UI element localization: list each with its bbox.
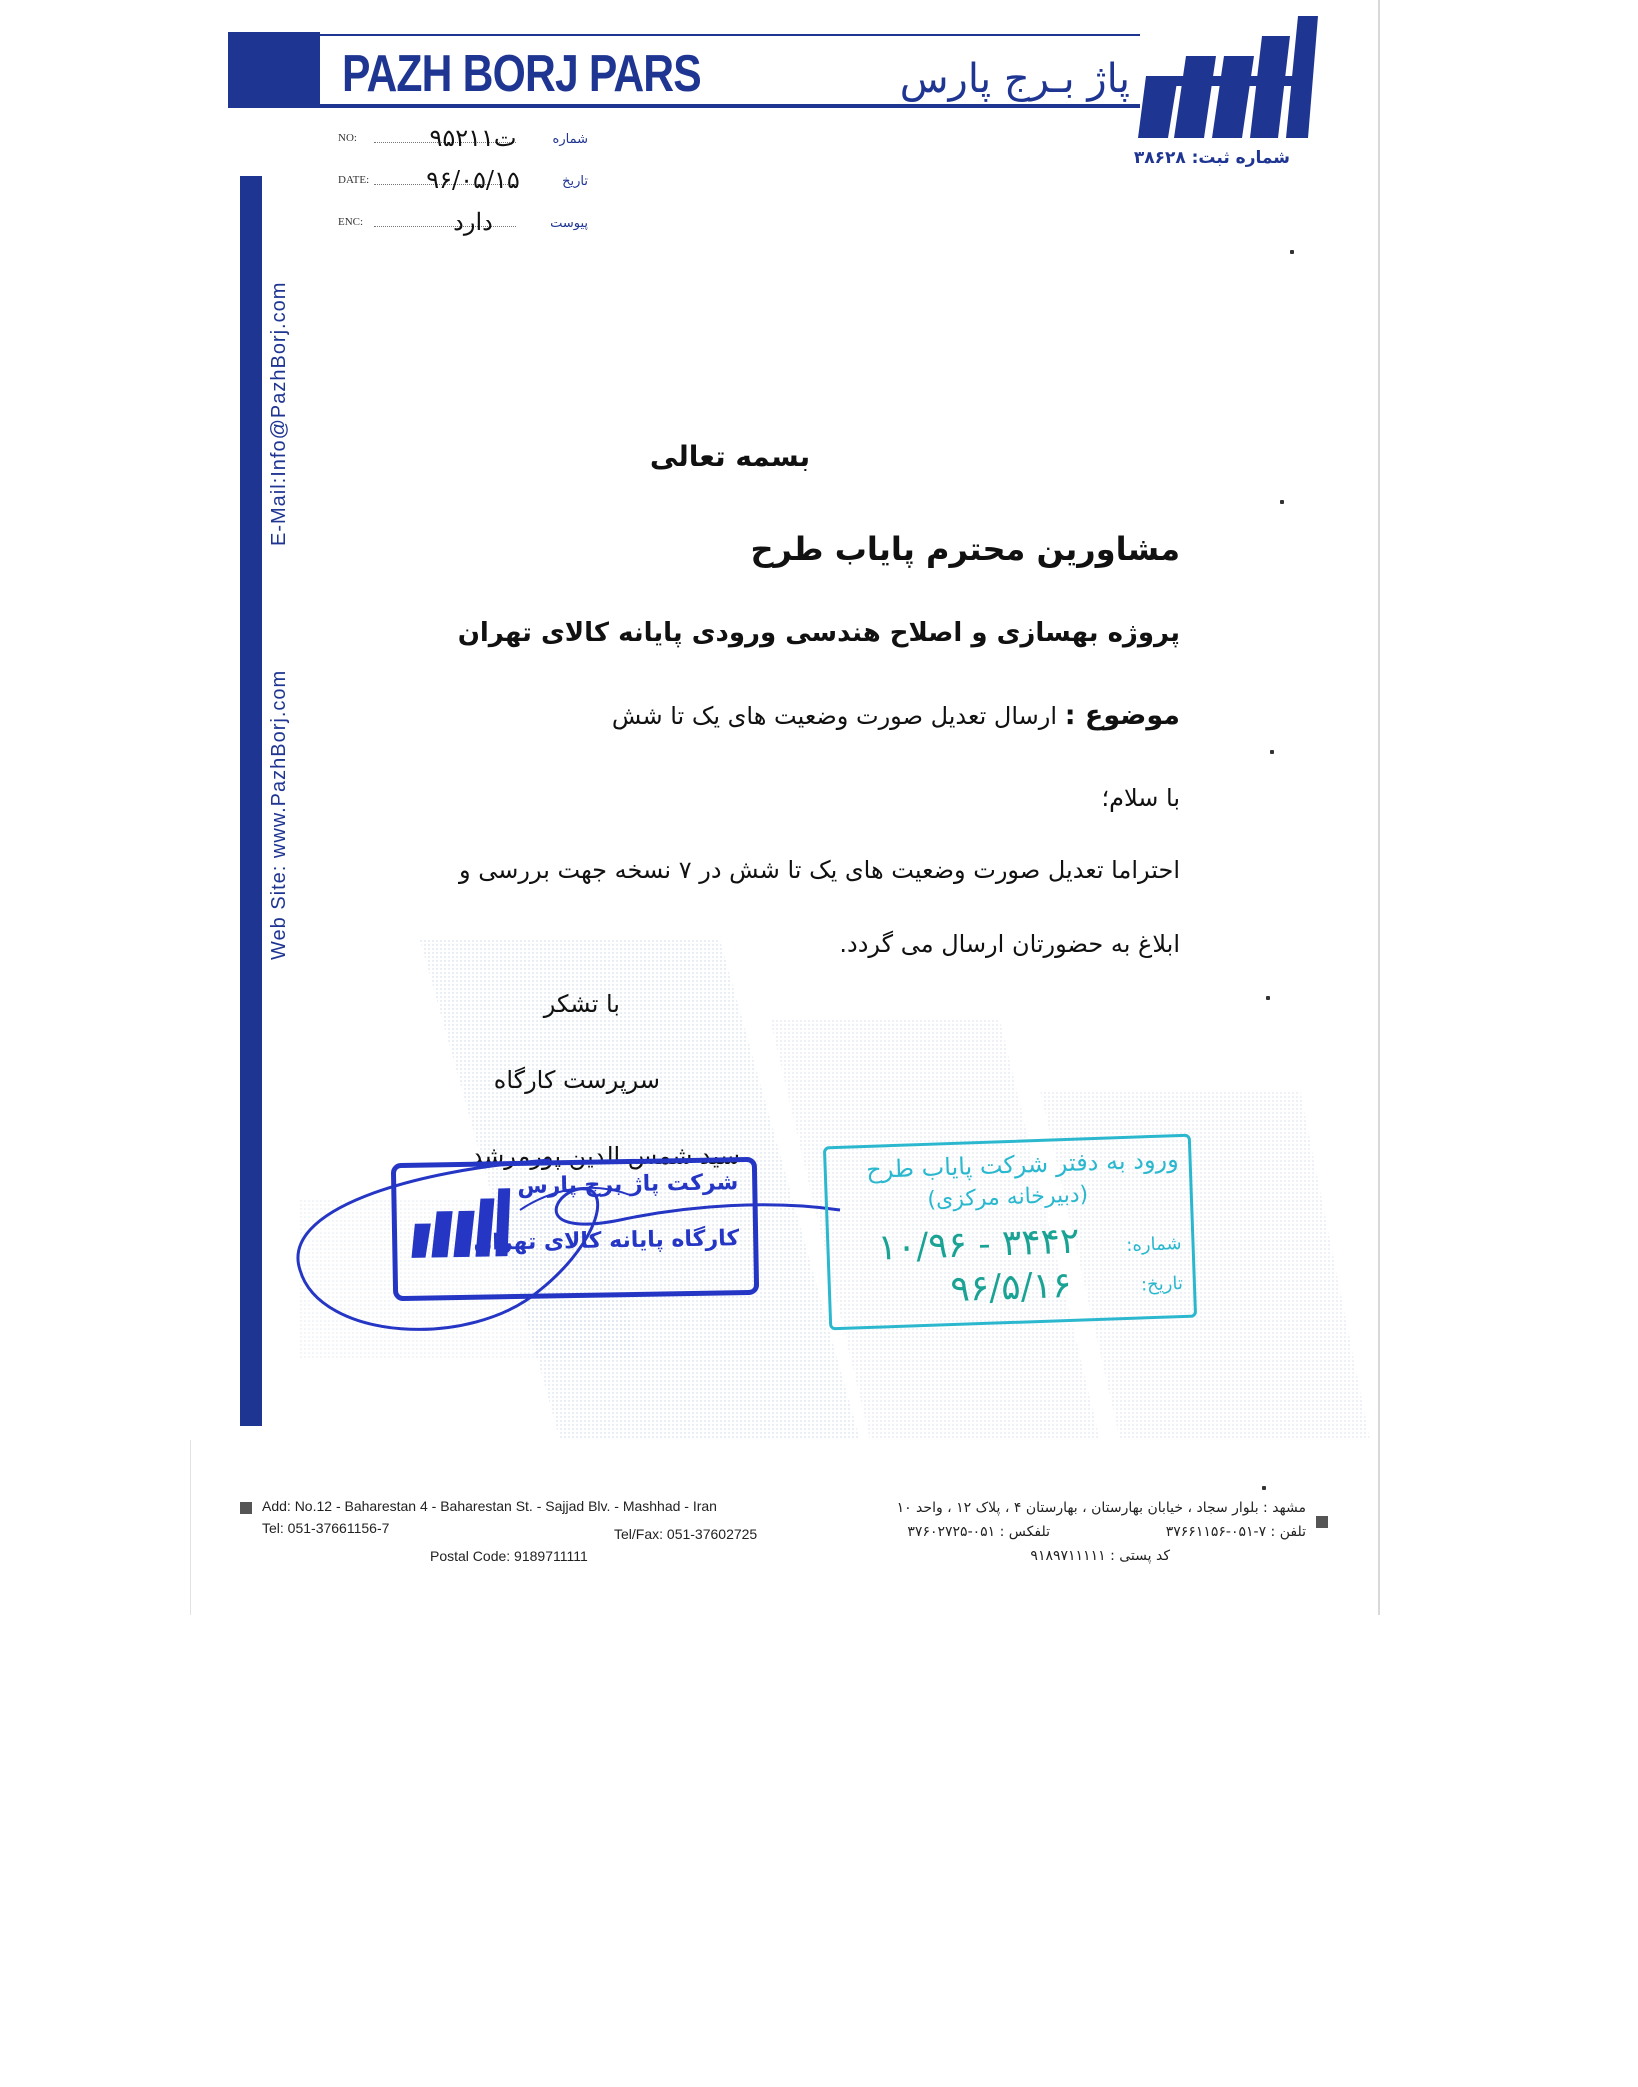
ref-date-label-en: DATE: xyxy=(338,174,370,186)
scan-speck xyxy=(1262,1486,1266,1490)
header-rule-top xyxy=(320,34,1140,36)
received-stamp-title: ورود به دفتر شرکت پایاب طرح xyxy=(865,1145,1180,1184)
ref-date-value: ۹۶/۰۵/۱۵ xyxy=(426,166,520,194)
footer-tel-fa: تلفن : ۷-۰۵۱-۳۷۶۶۱۱۵۶ xyxy=(1165,1524,1306,1540)
side-contact-band xyxy=(240,176,262,1426)
received-stamp-number-value: ۱۰/۹۶ - ۳۴۴۲ xyxy=(876,1220,1081,1269)
sheet-edge-right xyxy=(1378,0,1380,1615)
company-name-fa: پاژ بـرج پارس xyxy=(899,56,1130,102)
footer-address-en: Add: No.12 - Baharestan 4 - Baharestan St. - Sajjad Blv. - Mashhad - Iran xyxy=(262,1498,717,1514)
company-stamp-line2: کارگاه پایانه کالای تهران xyxy=(473,1226,740,1256)
header-rule-bottom xyxy=(320,104,1140,108)
ref-enclosure-label-fa: پیوست xyxy=(550,216,588,231)
ref-enclosure-row xyxy=(338,210,588,238)
signer-name: سید شمس الدین پورمرشد xyxy=(471,1142,740,1170)
signature-scribble xyxy=(290,1150,850,1350)
header-accent-block xyxy=(228,32,320,108)
received-stamp-date-value: ۹۶/۵/۱۶ xyxy=(949,1264,1073,1311)
ref-enclosure-label-en: ENC: xyxy=(338,216,364,228)
recipient-heading: مشاورین محترم پایاب طرح xyxy=(750,530,1180,568)
received-stamp-date-label: تاریخ: xyxy=(1140,1273,1184,1296)
ref-date-row xyxy=(338,168,588,196)
scan-speck xyxy=(1280,500,1284,504)
registration-number: شماره ثبت: ۳۸۶۲۸ xyxy=(1133,148,1290,168)
received-stamp xyxy=(823,1134,1197,1331)
ref-number-value: ۹۵ت۲۱۱ xyxy=(429,124,517,152)
closing-thanks: با تشکر xyxy=(543,990,620,1018)
project-title: پروژه بهسازی و اصلاح هندسی ورودی پایانه کالای تهران xyxy=(457,618,1180,648)
footer-telfax-fa: تلفکس : ۰۵۱-۳۷۶۰۲۷۲۵ xyxy=(907,1524,1050,1540)
scan-speck xyxy=(1266,996,1270,1000)
ref-number-label-en: NO: xyxy=(338,132,357,144)
footer-address-fa: مشهد : بلوار سجاد ، خیابان بهارستان ، بهارستان ۴ ، پلاک ۱۲ ، واحد ۱۰ xyxy=(896,1500,1306,1516)
side-website: Web Site: www.PazhBorj.com xyxy=(268,669,290,960)
ref-enclosure-value: دارد xyxy=(453,208,493,236)
scan-speck xyxy=(1270,750,1274,754)
footer-postal-en: Postal Code: 9189711111 xyxy=(430,1548,588,1564)
side-email: E-Mail:Info@PazhBorj.com xyxy=(268,281,290,546)
received-stamp-number-label: شماره: xyxy=(1126,1233,1182,1256)
scan-speck xyxy=(1290,250,1294,254)
subject-line xyxy=(500,700,1180,731)
footer-bullet-icon xyxy=(240,1502,252,1514)
ref-number-label-fa: شماره xyxy=(552,132,588,147)
signer-role: سرپرست کارگاه xyxy=(493,1066,660,1094)
sheet-edge-left xyxy=(190,1440,191,1615)
company-stamp-line1: شرکت پاژ برج پارس xyxy=(517,1170,739,1199)
footer-telfax-en: Tel/Fax: 051-37602725 xyxy=(614,1526,758,1542)
body-paragraph-2: ابلاغ به حضورتان ارسال می گردد. xyxy=(839,930,1180,958)
company-name-en: PAZH BORJ PARS xyxy=(342,45,701,103)
greeting: با سلام؛ xyxy=(1101,784,1180,812)
pazh-borj-logo-icon xyxy=(1138,16,1318,142)
basmala-heading: بسمه تعالی xyxy=(649,440,811,473)
footer-bullet-icon xyxy=(1316,1516,1328,1528)
received-stamp-subtitle: (دبیرخانه مرکزی) xyxy=(926,1182,1089,1213)
footer-postal-fa: کد پستی : ۹۱۸۹۷۱۱۱۱۱ xyxy=(1030,1548,1170,1564)
ref-number-row xyxy=(338,126,588,154)
subject-text: ارسال تعدیل صورت وضعیت های یک تا شش xyxy=(611,702,1058,730)
ref-date-label-fa: تاریخ xyxy=(562,174,588,189)
subject-label: موضوع : xyxy=(1064,700,1180,731)
body-paragraph-1: احتراما تعدیل صورت وضعیت های یک تا شش در ۷ نسخه جهت بررسی و xyxy=(459,856,1180,884)
footer-tel-en: Tel: 051-37661156-7 xyxy=(262,1520,390,1536)
